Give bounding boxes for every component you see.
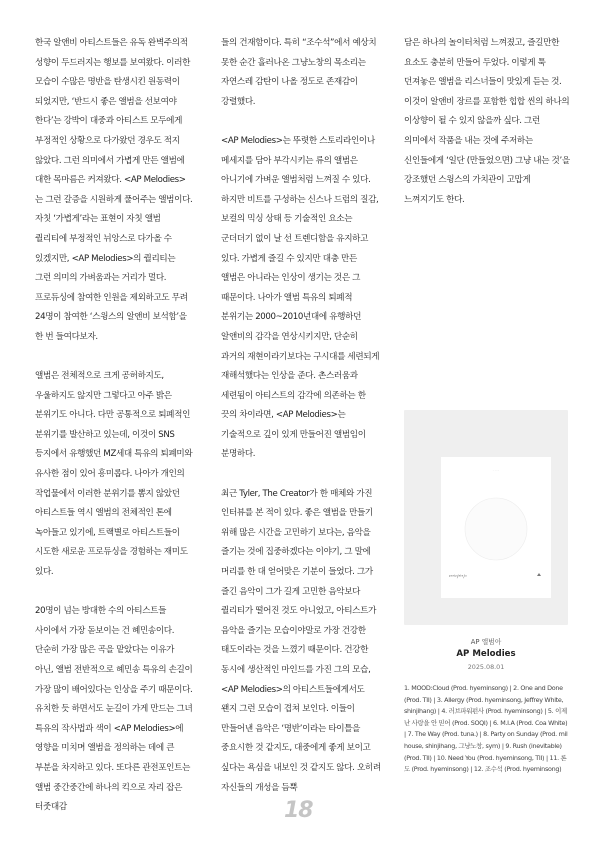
paragraph: 최근 Tyler, The Creator가 한 매체와 가진 인터뷰를 본 적이 있다. 좋은 앨범을 만들기 위해 많은 시간을 고민하기 보다는, 음악을 즐기는 것에 집중하겠다는 이야기, 그 말에 머리를 한 대 얻어맞은 기분이 들었다. 그가 즐긴 음악이 그가 길게 고민한 음악보다 퀄리티가 떨어진 것도 아니었고, 아티스트가 음악을 즐기는 모습이야말로 가장 건강한 태도이라는 것을 느꼈기 때문이다. 건강한 동시에 생산적인 마인드를 가진 그의 모습, <AP Melodies>의 아티스트들에게서도 왠지 그런 모습이 겹쳐 보인다. 이들이 만들어낸 음악은 ‘명반’이라는 타이틀을 중요시한 것 같지도, 대중에게 좋게 보이고 싶다는 욕심을 내보인 것 같지도 않다. 오히려 자신들의 개성을 듬뿍 — [221, 488, 381, 793]
album-release-date: 2025.08.01 — [467, 663, 505, 671]
album-art-scribble: ᵖᵃʳᵗʸ/ᵃᵗᵉ/ᵘ — [449, 575, 467, 580]
page-number: 18 — [284, 798, 313, 823]
album-cover-art — [441, 457, 551, 598]
album-caption — [404, 636, 568, 673]
paragraph: 들의 건재함이다. 특히 “조수석”에서 예상치 못한 순간 흘러나온 그냥노창의 목소리는 자연스레 감탄이 나올 정도로 존재감이 강렬했다. — [221, 38, 377, 107]
paragraph: 담은 하나의 놀이터처럼 느껴졌고, 즐길만한 요소도 충분히 만들어 두었다. 이렇게 툭 던져놓은 앨범을 리스너들이 맛있게 듣는 것. 이것이 알앤비 장르를 포함한 힙합 씬의 하나의 이상향이 될 수 있지 않을까 싶다. 그런 의미에서 작품을 내는 것에 주저하는 신인들에게 ‘일단 (만들었으면) 그냥 내는 것’을 강조했던 스윙스의 가치관이 고맙게 느껴지기도 한다. — [404, 38, 570, 205]
album-title: AP Melodies — [456, 649, 516, 659]
paragraph: 한국 알앤비 아티스트들은 유독 완벽주의적 성향이 두드러지는 행보를 보여왔다. 이러한 모습이 수많은 명반을 탄생시킨 원동력이 되었지만, ‘반드시 좋은 앨범을 선보여야 한다’는 강박이 대중과 아티스트 모두에게 부정적인 상황으로 다가왔던 경우도 적지 않았다. 그런 의미에서 가볍게 만든 앨범에 대한 목마름은 커져왔다. <AP Melodies>는 그런 갈증을 시원하게 풀어주는 앨범이다. 자칫 ‘가볍게’라는 표현이 자칫 앨범 퀄리티에 부정적인 뉘앙스로 다가올 수 있겠지만, <AP Melodies>의 퀄리티는 그런 의미의 가벼움과는 거리가 멀다. 프로듀싱에 참여한 인원을 제외하고도 무려 24명이 참여한 ‘스윙스의 알앤비 보석함’을 한 번 들여다보자. — [35, 38, 193, 342]
paragraph: 20명이 넘는 방대한 수의 아티스트들 사이에서 가장 돋보이는 건 혜민송이다. 단순히 가장 많은 곡을 맡았다는 이유가 아닌, 앨범 전반적으로 혜민송 특유의 손길이 가장 많이 배어있다는 인상을 주기 때문이다. 유치한 듯 하면서도 눈길이 가게 만드는 그녀 특유의 작사법과 색이 <AP Melodies>에 영향을 미치며 앨범을 정의하는 데에 큰 부분을 차지하고 있다. 또다른 관전포인트는 앨범 중간중간에 하나의 킥으로 자리 잡은 터줏대감 — [35, 606, 193, 813]
article-column-2 — [221, 34, 381, 798]
paragraph: <AP Melodies>는 뚜렷한 스토리라인이나 메세지를 담아 부각시키는 류의 앨범은 아니기에 가벼운 앨범처럼 느껴질 수 있다. 하지만 비트를 구성하는 신스나 드럼의 질감, 보컬의 믹싱 상태 등 기술적인 요소는 군더더기 없이 날 선 트렌디함을 유지하고 있다. 가볍게 즐길 수 있지만 대충 만든 앨범은 아니라는 인상이 생기는 것은 그 때문이다. 나아가 앨범 특유의 퇴폐적 분위기는 2000~2010년대에 유행하던 알앤비의 감각을 연상시키지만, 단순히 과거의 재현이라기보다는 구시대를 세련되게 재해석했다는 인상을 준다. 촌스러움과 세련됨이 아티스트의 감각에 의존하는 한 끗의 차이라면, <AP Melodies>는 기술적으로 깊이 있게 만들어진 앨범임이 분명하다. — [221, 135, 380, 460]
article-column-3 — [404, 34, 570, 210]
album-tracklist: 1. MOOD:Cloud (Prod. hyeminsong) | 2. One and Done (Prod. TII) | 3. Allergy (Prod. hyeminsong, Jeffrey White, shinjihang) | 4. 러브파워펀사 (Prod. hyeminsong) | 5. 이제 난 사랑을 안 믿어 (Prod. SOQI) | 6. M.I.A (Prod. Coa White) | 7. The Way (Prod. tuna.) | 8. Party on Sunday (Prod. mil house, shinjihang, 그냥노창, sym) | 9. Rush (inevitable) (Prod. TII) | 10. Need You (Prod. hyeminsong, TII) | 11. 론도 (Prod. hyeminsong) | 12. 조수석 (Prod. hyeminsong) — [404, 684, 568, 774]
svg-text:· · · ·: · · · · — [492, 468, 500, 472]
paragraph: 앨범은 전체적으로 크게 공허하지도, 우울하지도 않지만 그렇다고 아주 밝은 분위기도 아니다. 다만 공통적으로 퇴폐적인 분위기를 발산하고 있는데, 이것이 SNS 등지에서 유행했던 MZ세대 특유의 퇴폐미와 유사한 점이 있어 흥미롭다. 나아가 개인의 작업물에서 이러한 분위기를 뽐지 않았던 아티스트들 역시 앨범의 전체적인 톤에 녹아들고 있기에, 트랙별로 아티스트들이 시도한 새로운 프로듀싱을 경험하는 재미도 있다. — [35, 371, 193, 578]
article-column-1 — [35, 34, 193, 818]
album-label: AP 앨범아 — [470, 638, 502, 646]
